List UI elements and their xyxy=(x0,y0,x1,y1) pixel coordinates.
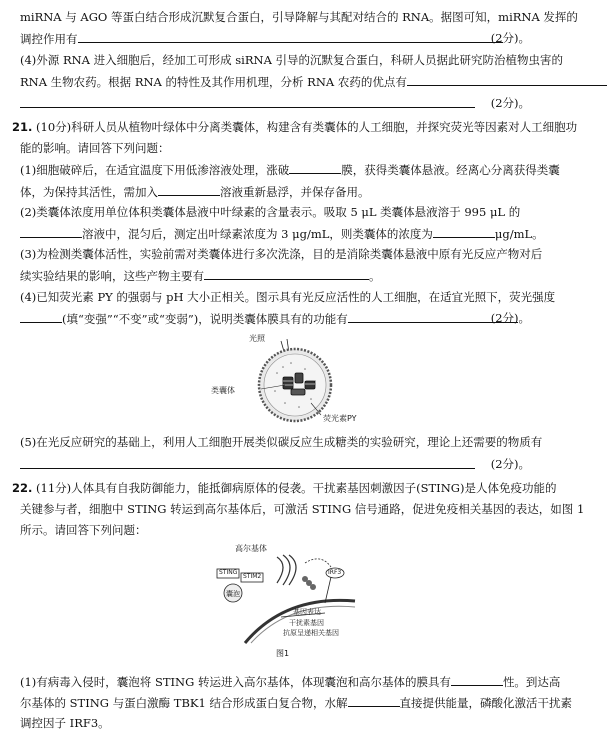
text-fragment: (1)有病毒入侵时，囊泡将 STING 转运进入高尔基体，体现囊泡和高尔基体的膜具有 xyxy=(20,675,451,689)
text-line: miRNA 与 AGO 等蛋白结合形成沉默复合蛋白，引导降解与其配对结合的 RNA。据图可知，miRNA 发挥的 xyxy=(20,10,578,24)
text-fragment: 。 xyxy=(369,269,381,283)
score-label: (2分)。 xyxy=(490,96,530,110)
text-line xyxy=(20,695,572,711)
question-number: 21. xyxy=(12,120,33,134)
pathway-arrow xyxy=(325,577,331,603)
answer-blank[interactable] xyxy=(20,96,475,108)
golgi-apparatus xyxy=(277,555,296,585)
text-line xyxy=(20,674,561,690)
text-line xyxy=(20,268,546,284)
text-line xyxy=(20,311,546,327)
text-line xyxy=(20,226,546,242)
score-label: (2分)。 xyxy=(490,31,530,45)
label-golgi: 高尔基体 xyxy=(235,544,267,553)
score-label: (2分)。 xyxy=(490,311,530,325)
label-sting: STING xyxy=(219,569,238,576)
sting-pathway-figure xyxy=(205,543,355,643)
text-line: (2)类囊体浓度用单位体积类囊体悬液中叶绿素的含量表示。吸取 5 μL 类囊体悬液溶于 995 μL 的 xyxy=(20,205,521,219)
answer-blank[interactable] xyxy=(289,162,341,174)
text-line xyxy=(20,96,546,112)
text-fragment: (11分)人体具有自我防御能力，能抵御病原体的侵袭。干扰素基因刺激因子(STING)是人体免疫功能的 xyxy=(36,481,557,495)
label-fluorescein-py: 荧光素PY xyxy=(323,414,357,423)
label-immune-gene: 抗原呈递相关基因 xyxy=(283,629,339,637)
answer-blank[interactable] xyxy=(451,674,503,686)
answer-blank[interactable] xyxy=(204,268,369,280)
label-gene-expression: 基因表达 xyxy=(293,608,321,616)
answer-blank[interactable] xyxy=(407,74,607,86)
text-line xyxy=(20,162,560,178)
label-ifn-gene: 干扰素基因 xyxy=(289,619,324,627)
label-irf3: IRF3 xyxy=(328,569,342,576)
question-22-intro xyxy=(12,481,557,496)
text-line: (5)在光反应研究的基础上，利用人工细胞开展类似碳反应生成糖类的实验研究，理论上还需要的物质有 xyxy=(20,435,543,449)
text-fragment: (填“变强”“不变”或“变弱”)，说明类囊体膜具有的功能有 xyxy=(62,312,348,326)
answer-blank[interactable] xyxy=(433,226,495,238)
artificial-cell-figure xyxy=(211,333,357,425)
answer-blank[interactable] xyxy=(20,311,62,323)
answer-blank[interactable] xyxy=(20,457,475,469)
text-fragment: RNA 生物农药。根据 RNA 的特性及其作用机理，分析 RNA 农药的优点有 xyxy=(20,75,407,89)
score-label: (2分)。 xyxy=(490,457,530,471)
text-line xyxy=(20,74,546,90)
text-fragment: 溶液重新悬浮，并保存备用。 xyxy=(220,185,370,199)
text-fragment: (10分)科研人员从植物叶绿体中分离类囊体，构建含有类囊体的人工细胞，并探究荧光等因素对人工细胞功 xyxy=(36,120,578,134)
answer-blank[interactable] xyxy=(348,695,400,707)
figure-caption: 图1 xyxy=(276,649,290,658)
text-line: 调控因子 IRF3。 xyxy=(20,716,110,730)
text-fragment: (1)细胞破碎后，在适宜温度下用低渗溶液处理，涨破 xyxy=(20,163,290,177)
answer-blank[interactable] xyxy=(20,226,82,238)
question-number: 22. xyxy=(12,481,33,495)
answer-blank[interactable] xyxy=(78,31,503,43)
text-fragment: 膜，获得类囊体悬液。经离心分离获得类囊 xyxy=(341,163,560,177)
text-fragment: 调控作用有 xyxy=(20,32,78,46)
pathway-arrow xyxy=(305,559,331,567)
text-fragment: 性。到达高 xyxy=(502,675,561,689)
text-fragment: 尔基体的 STING 与蛋白激酶 TBK1 结合形成蛋白复合物，水解 xyxy=(20,696,348,710)
text-line: (3)为检测类囊体活性，实验前需对类囊体进行多次洗涤，目的是消除类囊体悬液中原有光反应产物对后 xyxy=(20,247,543,261)
label-vesicle: 囊泡 xyxy=(226,590,240,598)
label-light: 光照 xyxy=(249,334,265,343)
text-line: (4)已知荧光素 PY 的强弱与 pH 大小正相关。图示具有光反应活性的人工细胞，在适宜光照下，荧光强度 xyxy=(20,290,556,304)
text-line: (4)外源 RNA 进入细胞后，经加工可形成 siRNA 引导的沉默复合蛋白，科研人员据此研究防治植物虫害的 xyxy=(20,53,564,67)
text-fragment: μg/mL。 xyxy=(494,227,544,241)
answer-blank[interactable] xyxy=(158,184,220,196)
text-fragment: 直接提供能量，磷酸化激活干扰素 xyxy=(399,696,572,710)
question-21-intro xyxy=(12,120,578,135)
text-line: 所示。请回答下列问题： xyxy=(20,523,147,537)
text-line xyxy=(20,184,546,200)
label-stim2: STIM2 xyxy=(243,573,262,580)
text-line: 能的影响。请回答下列问题： xyxy=(20,141,170,155)
text-line: 关键参与者，细胞中 STING 转运到高尔基体后，可激活 STING 信号通路，促进免疫相关基因的表达，如图 1 xyxy=(20,502,585,516)
text-line xyxy=(20,31,546,47)
text-fragment: 溶液中，混匀后，测定出叶绿素浓度为 3 μg/mL，则类囊体的浓度为 xyxy=(82,227,433,241)
artificial-cell-diagram xyxy=(225,333,355,425)
label-thylakoid: 类囊体 xyxy=(211,386,235,395)
cell-inner xyxy=(264,354,326,416)
text-line xyxy=(20,457,546,473)
text-fragment: 体，为保持其活性，需加入 xyxy=(20,185,158,199)
text-fragment: 续实验结果的影响，这些产物主要有 xyxy=(20,269,204,283)
